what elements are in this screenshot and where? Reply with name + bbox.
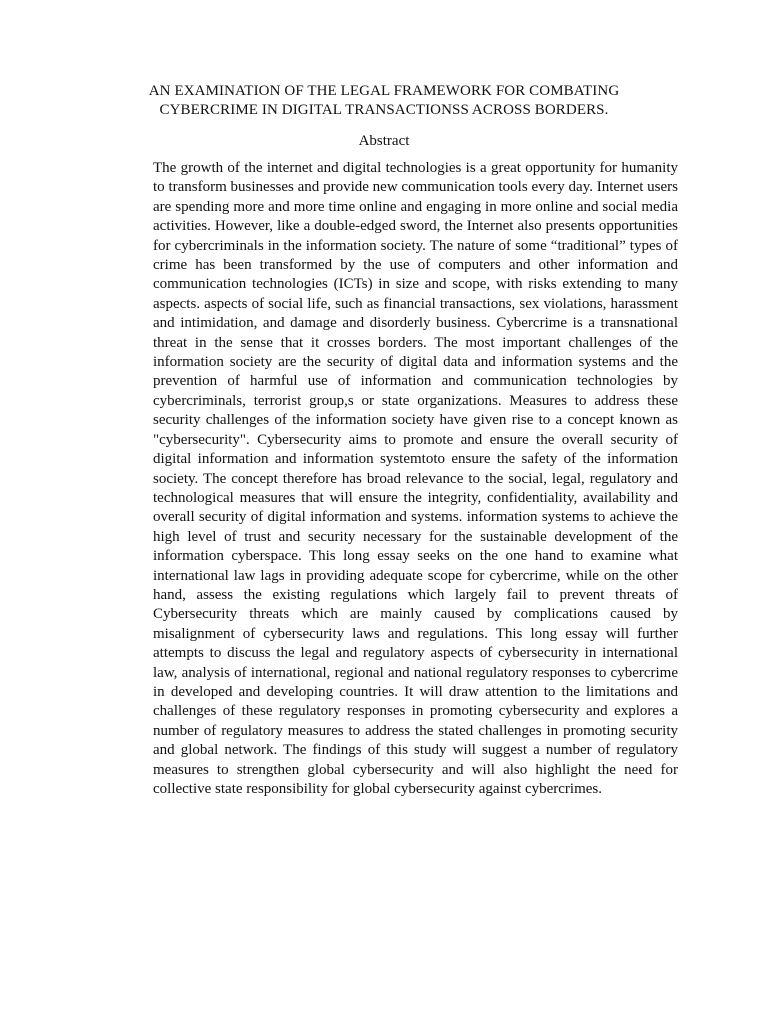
abstract-paragraph: The growth of the internet and digital technologies is a great opportunity for humanity to transform businesses and provide new communication tools every day. Internet users are spending more and more time online and engaging in more online and social media activities. However, like a double-edged sword, the Internet also presents opportunities for cybercriminals in the information society. The nature of some “traditional” types of crime has been transformed by the use of computers and other information and communication technologies (ICTs) in size and scope, with risks extending to many aspects. aspects of social life, such as financial transactions, sex violations, harassment and intimidation, and damage and disorderly business. Cybercrime is a transnational threat in the sense that it crosses borders. The most important challenges of the information society are the security of digital data and information systems and the prevention of harmful use of information and communication technologies by cybercriminals, terrorist group,s or state organizations. Measures to address these security challenges of the information society have given rise to a concept known as "cybersecurity". Cybersecurity aims to promote and ensure the overall security of digital information and information systemtoto ensure the safety of the information society. The concept therefore has broad relevance to the social, legal, regulatory and technological measures that will ensure the integrity, confidentiality, availability and overall security of digital information and systems. information systems to achieve the high level of trust and security necessary for the sustainable development of the information cyberspace. This long essay seeks on the one hand to examine what international law lags in providing adequate scope for cybercrime, while on the other hand, assess the existing regulations which largely fail to prevent threats of Cybersecurity threats which are mainly caused by complications caused by misalignment of cybersecurity laws and regulations. This long essay will further attempts to discuss the legal and regulatory aspects of cybersecurity in international law, analysis of international, regional and national regulatory responses to cybercrime in developed and developing countries. It will draw attention to the limitations and challenges of these regulatory responses in promoting cybersecurity and explores a number of regulatory measures to address the stated challenges in promoting security and global network. The findings of this study will suggest a number of regulatory measures to strengthen global cybersecurity and will also highlight the need for collective state responsibility for global cybersecurity against cybercrimes.	[153, 160, 678, 797]
abstract-heading: Abstract	[358, 133, 410, 149]
title-line-1: AN EXAMINATION OF THE LEGAL FRAMEWORK FOR COMBATING	[148, 83, 620, 99]
title-line-2: CYBERCRIME IN DIGITAL TRANSACTIONSS ACROSS BORDERS.	[159, 102, 609, 118]
document-title	[120, 82, 648, 120]
